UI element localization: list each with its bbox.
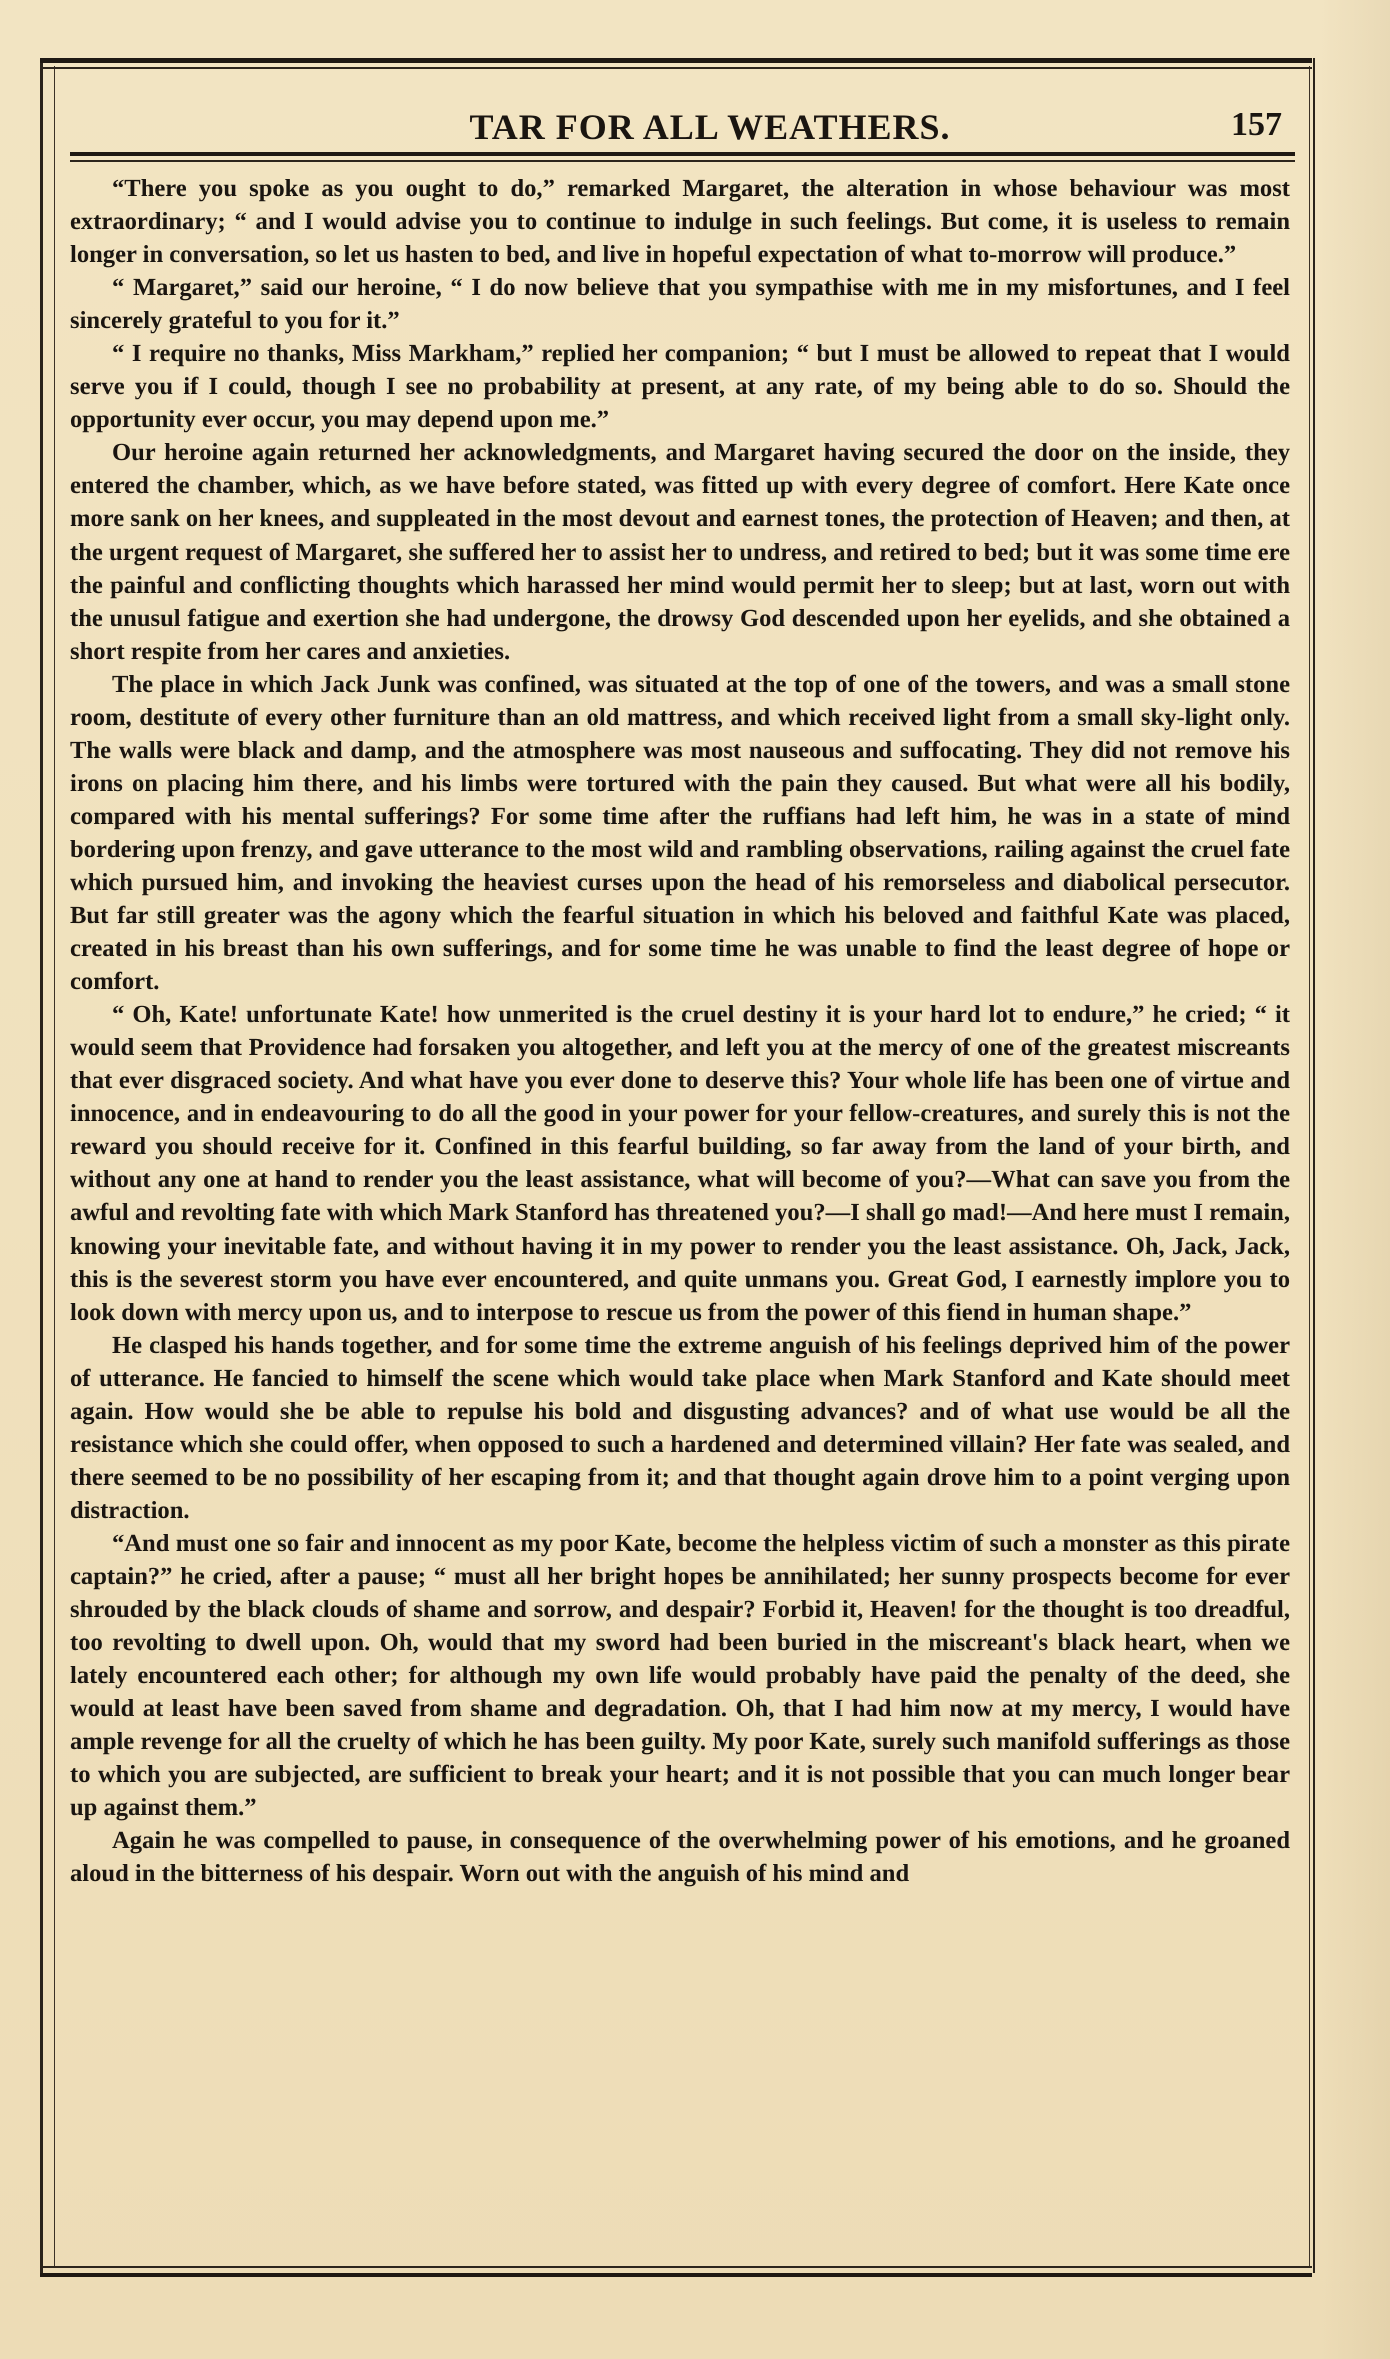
paragraph: He clasped his hands together, and for some time the extreme anguish of his feelings deprived him of the power of utterance. He fancied to himself the scene which would take place when Mark Stanford and Kate should meet again. How would she be able to repulse his bold and disgusting advances? and of what use would be all the resistance which she could offer, when opposed to such a hardened and determined villain? Her fate was sealed, and there seemed to be no possibility of her escaping from it; and that thought again drove him to a point verging upon distraction. [70, 1331, 1290, 1524]
bottom-rule-thin [40, 2266, 1312, 2268]
paragraph: The place in which Jack Junk was confined, was situated at the top of one of the towers, and was a small stone room, destitute of every other furniture than an old mattress, and which received light from a small sky-light only. The walls were black and damp, and the atmosphere was most nauseous and suffocating. They did not remove his irons on placing him there, and his limbs were tortured with the pain they caused. But what were all his bodily, compared with his mental sufferings? For some time after the ruffians had left him, he was in a state of mind bordering upon frenzy, and gave utterance to the most wild and rambling observations, railing against the cruel fate which pursued him, and invoking the heaviest curses upon the head of his remorseless and diabolical persecutor. But far still greater was the agony which the fearful situation in which his beloved and faithful Kate was placed, created in his breast than his own sufferings, and for some time he was unable to find the least degree of hope or comfort. [70, 670, 1290, 996]
paragraph: “ I require no thanks, Miss Markham,” replied her companion; “ but I must be allowed to repeat that I would serve you if I could, though I see no probability at present, at any rate, of my being able to do so. Should the opportunity ever occur, you may depend upon me.” [70, 340, 1290, 434]
paragraph: Again he was compelled to pause, in consequence of the overwhelming power of his emotions, and he groaned aloud in the bitterness of his despair. Worn out with the anguish of his mind and [70, 1827, 1290, 1888]
body-text [70, 172, 1290, 1890]
bottom-rule-thick [40, 2273, 1312, 2277]
page-number: 157 [1231, 106, 1282, 143]
paragraph: Our heroine again returned her acknowledgments, and Margaret having secured the door on the inside, they entered the chamber, which, as we have before stated, was fitted up with every degree of comfort. Here Kate once more sank on her knees, and suppleated in the most devout and earnest tones, the protection of Heaven; and then, at the urgent request of Margaret, she suffered her to assist her to undress, and retired to bed; but it was some time ere the painful and conflicting thoughts which harassed her mind would permit her to sleep; but at last, worn out with the unusul fatigue and exertion she had undergone, the drowsy God descended upon her eyelids, and she obtained a short respite from her cares and anxieties. [70, 439, 1290, 665]
running-title: TAR FOR ALL WEATHERS. [469, 107, 951, 147]
header-rule-thick [70, 152, 1295, 156]
paragraph: “ Margaret,” said our heroine, “ I do now believe that you sympathise with me in my misfortunes, and I feel sincerely grateful to you for it.” [70, 274, 1290, 335]
paragraph: “There you spoke as you ought to do,” remarked Margaret, the alteration in whose behaviour was most extraordinary; “ and I would advise you to continue to indulge in such feelings. But come, it is useless to remain longer in conversation, so let us hasten to bed, and live in hopeful expectation of what to-morrow will produce.” [70, 175, 1290, 269]
header-rule-thin [70, 160, 1295, 162]
paragraph: “And must one so fair and innocent as my poor Kate, become the helpless victim of such a monster as this pirate captain?” he cried, after a pause; “ must all her bright hopes be annihilated; her sunny prospects become for ever shrouded by the black clouds of shame and sorrow, and despair? Forbid it, Heaven! for the thought is too dreadful, too revolting to dwell upon. Oh, would that my sword had been buried in the miscreant's black heart, when we lately encountered each other; for although my own life would probably have paid the penalty of the deed, she would at least have been saved from shame and degradation. Oh, that I had him now at my mercy, I would have ample revenge for all the cruelty of which he has been guilty. My poor Kate, surely such manifold sufferings as those to which you are subjected, are sufficient to break your heart; and it is not possible that you can much longer bear up against them.” [70, 1529, 1290, 1822]
paragraph: “ Oh, Kate! unfortunate Kate! how unmerited is the cruel destiny it is your hard lot to endure,” he cried; “ it would seem that Providence had forsaken you altogether, and left you at the mercy of one of the greatest miscreants that ever disgraced society. And what have you ever done to deserve this? Your whole life has been one of virtue and innocence, and in endeavouring to do all the good in your power for your fellow-creatures, and surely this is not the reward you should receive for it. Confined in this fearful building, so far away from the land of your birth, and without any one at hand to render you the least assistance, what will become of you?—What can save you from the awful and revolting fate with which Mark Stanford has threatened you?—I shall go mad!—And here must I remain, knowing your inevitable fate, and without having it in my power to render you the least assistance. Oh, Jack, Jack, this is the severest storm you have ever encountered, and quite unmans you. Great God, I earnestly implore you to look down with mercy upon us, and to interpose to rescue us from the power of this fiend in human shape.” [70, 1001, 1290, 1326]
top-rule-thick [40, 58, 1312, 63]
top-rule-thin [40, 67, 1312, 69]
running-header [70, 100, 1290, 150]
page-edge-shading [1320, 0, 1390, 2359]
